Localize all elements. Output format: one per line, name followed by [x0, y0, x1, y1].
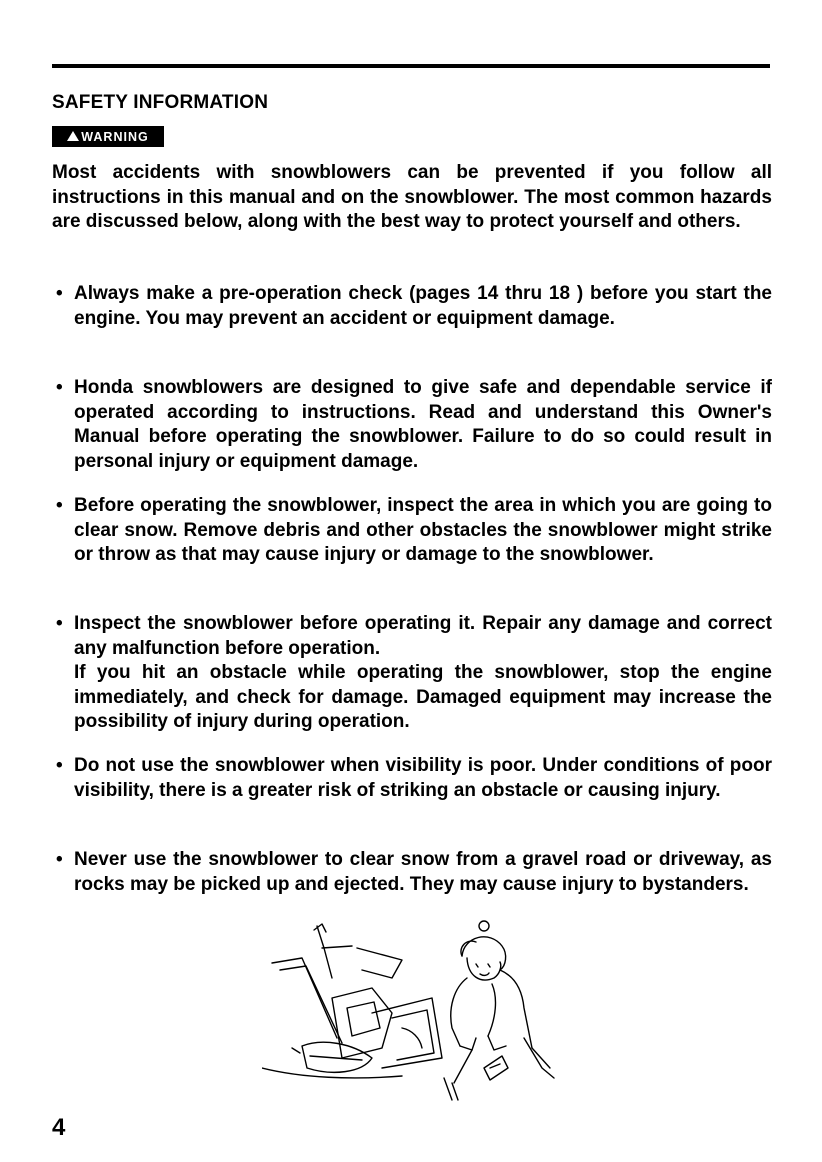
list-item: [52, 754, 772, 848]
bullet-icon: •: [56, 283, 63, 304]
warning-label: [52, 126, 164, 147]
bullet-text: Do not use the snowblower when visibility is poor. Under conditions of poor visibility, there is a greater risk of striking an obstacle or causing injury.: [74, 755, 772, 801]
bullet-text: Inspect the snowblower before operating it. Repair any damage and correct any malfunction before operation.: [74, 613, 772, 659]
intro-paragraph: Most accidents with snowblowers can be prevented if you follow all instructions in this manual and on the snowblower. The most common hazards are discussed below, along with the best way to protect yourself and others.: [52, 162, 772, 232]
bullet-text: Honda snowblowers are designed to give safe and dependable service if operated according to instructions. Read and understand this Owner's Manual before operating the snowblower. Failure to do so could result in personal injury or equipment damage.: [74, 377, 772, 472]
bullet-text: Before operating the snowblower, inspect the area in which you are going to clear snow. Remove debris and other obstacles the snowblower might strike or throw as that may cause injury or damage to the snowblower.: [74, 495, 772, 565]
list-item: [52, 494, 772, 612]
bullet-text-continued: If you hit an obstacle while operating the snowblower, stop the engine immediately, and check for damage. Damaged equipment may increase the possibility of injury during operation.: [74, 662, 772, 732]
bullet-text: Never use the snowblower to clear snow from a gravel road or driveway, as rocks may be picked up and ejected. They may cause injury to bystanders.: [74, 849, 772, 895]
section-title: SAFETY INFORMATION: [52, 92, 269, 113]
snowblower-illustration: [262, 918, 562, 1103]
bullet-text: Always make a pre-operation check (pages 14 thru 18 ) before you start the engine. You may prevent an accident or equipment damage.: [74, 283, 772, 329]
list-item: [52, 282, 772, 376]
bullet-icon: •: [56, 377, 63, 398]
list-item: [52, 848, 772, 897]
list-item: [52, 376, 772, 494]
top-rule: [52, 64, 770, 68]
warning-label-text: WARNING: [81, 129, 149, 144]
bullet-icon: •: [56, 849, 63, 870]
bullet-icon: •: [56, 755, 63, 776]
warning-triangle-icon: [67, 131, 79, 141]
safety-bullet-list: [52, 282, 772, 897]
list-item: [52, 612, 772, 754]
bullet-icon: •: [56, 495, 63, 516]
page-number: 4: [52, 1114, 66, 1141]
bullet-icon: •: [56, 613, 63, 634]
